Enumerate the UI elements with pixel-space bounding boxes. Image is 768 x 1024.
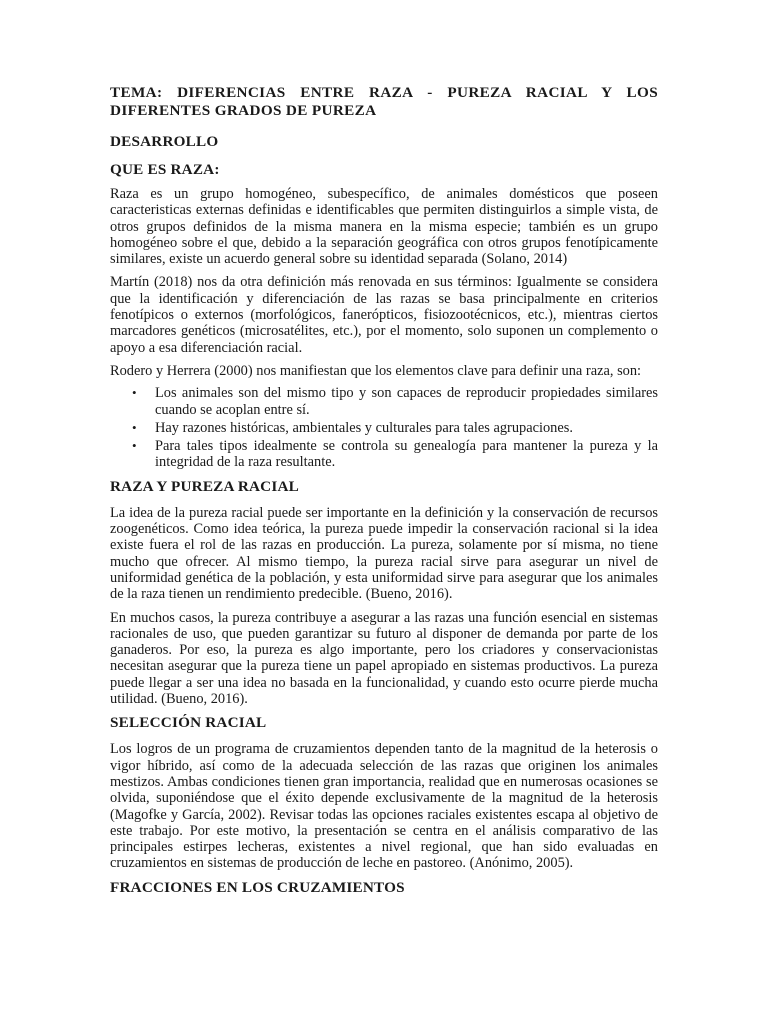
- document-content: [110, 84, 658, 906]
- subsection-heading-que-es-raza: QUE ES RAZA:: [110, 161, 220, 178]
- paragraph-pureza-funcion: En muchos casos, la pureza contribuye a asegurar a las razas una función esencial en sistemas racionales de uso, que pueden garantizar su futuro al disponer de demanda por parte de los ganaderos. Por eso, la pureza es algo importante, pero los criadores y conservacionistas necesitan asegurar que la pureza tiene un papel apropiado en sistemas productivos. La pureza puede llegar a ser una idea no basada en la funcionalidad, y cuando esto ocurre pierde mucha utilidad. (Bueno, 2016).: [110, 609, 658, 708]
- subsection-heading-raza-pureza: RAZA Y PUREZA RACIAL: [110, 477, 299, 495]
- section-heading-desarrollo: DESARROLLO: [110, 133, 219, 150]
- list-item: [110, 385, 658, 418]
- list-item-text: Hay razones históricas, ambientales y culturales para tales agrupaciones.: [155, 419, 573, 436]
- key-elements-list: [110, 385, 658, 470]
- subsection-heading-fracciones: FRACCIONES EN LOS CRUZAMIENTOS: [110, 878, 405, 896]
- subsection-heading-seleccion-racial: SELECCIÓN RACIAL: [110, 714, 267, 732]
- bullet-icon: •: [132, 385, 137, 401]
- list-item: [110, 438, 658, 471]
- paragraph-raza-definition: Raza es un grupo homogéneo, subespecífico, de animales domésticos que poseen caracteristicas externas definidas e identificables que permiten distinguirlos a simple vista, de otros grupos definidos de la misma manera en la misma especie; también es un grupo homogéneo sobre el que, debido a la separación geográfica con otros grupos fenotípicamente similares, existe un acuerdo general sobre su identidad separada (Solano, 2014): [110, 186, 658, 268]
- paragraph-seleccion: Los logros de un programa de cruzamientos dependen tanto de la magnitud de la heterosis o vigor híbrido, así como de la adecuada selección de las razas que originen los animales mestizos. Ambas condiciones tienen gran importancia, realidad que en numerosas ocasiones se olvida, suponiéndose que el éxito depende exclusivamente de la magnitud de la heterosis (Magofke y García, 2002). Revisar todas las opciones raciales existentes escapa al objetivo de este trabajo. Por este motivo, la presentación se centra en el análisis comparativo de las principales estirpes lecheras, existentes a nivel regional, que han sido evaluadas en cruzamientos en sistemas de producción de leche en pastoreo. (Anónimo, 2005).: [110, 741, 658, 872]
- paragraph-martin-definition: Martín (2018) nos da otra definición más renovada en sus términos: Igualmente se considera que la identificación y diferenciación de las razas se basa principalmente en criterios fenotípicos o externos (morfológicos, fanerópticos, fisiozootécnicos, etc.), mientras ciertos marcadores genéticos (microsatélites, etc.), por el momento, solo suponen un complemento o apoyo a esa diferenciación racial.: [110, 274, 658, 356]
- paragraph-pureza-idea: La idea de la pureza racial puede ser importante en la definición y la conservación de recursos zoogenéticos. Como idea teórica, la pureza puede impedir la conservación racional si la idea existe fuera el rol de las razas en producción. La pureza, solamente por sí misma, no tiene mucho que ofrecer. Al mismo tiempo, la pureza racial sirve para asegurar un nivel de uniformidad genética de la población, y esta uniformidad sirve para asegurar que los animales de la raza tienen un rendimiento predecible. (Bueno, 2016).: [110, 504, 658, 603]
- document-title: TEMA: DIFERENCIAS ENTRE RAZA - PUREZA RACIAL Y LOS DIFERENTES GRADOS DE PUREZA: [110, 84, 658, 119]
- list-item: [110, 420, 658, 436]
- paragraph-rodero-intro: Rodero y Herrera (2000) nos manifiestan que los elementos clave para definir una raza, son:: [110, 362, 642, 379]
- bullet-icon: •: [132, 438, 137, 454]
- list-item-text: Los animales son del mismo tipo y son capaces de reproducir propiedades similares cuando se acoplan entre sí.: [155, 385, 658, 418]
- bullet-icon: •: [132, 419, 137, 435]
- list-item-text: Para tales tipos idealmente se controla su genealogía para mantener la pureza y la integridad de la raza resultante.: [155, 438, 658, 471]
